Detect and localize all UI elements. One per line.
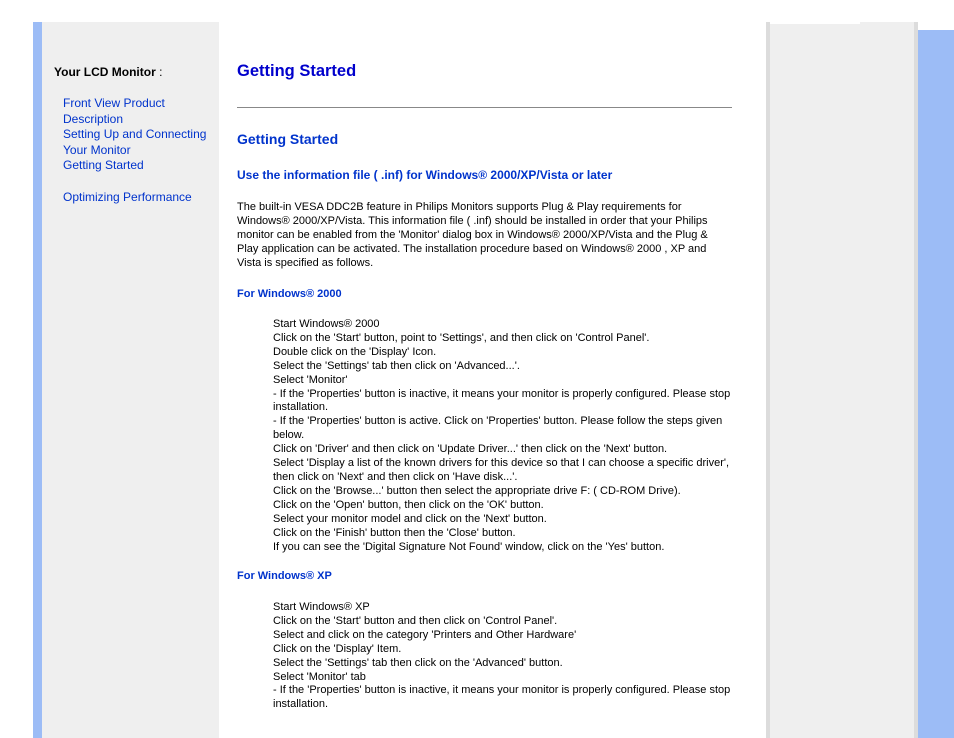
sidebar-heading (54, 65, 162, 79)
step-item: Select and click on the category 'Printers and Other Hardware' (273, 628, 577, 641)
nav-spacer (63, 174, 219, 190)
step-item: Click on the 'Open' button, then click on the 'OK' button. (273, 498, 544, 511)
step-item: If you can see the 'Digital Signature Not Found' window, click on the 'Yes' button. (273, 540, 665, 553)
right-panel (766, 22, 916, 738)
nav-link-front-view[interactable]: Front View Product Description (63, 96, 165, 126)
right-accent-notch (918, 22, 954, 30)
windows-2000-steps (273, 318, 738, 554)
left-accent-bar (33, 22, 42, 738)
step-item: Click on 'Driver' and then click on 'Update Driver...' then click on the 'Next' button. (273, 443, 668, 456)
sidebar-heading-label: Your LCD Monitor (54, 65, 156, 79)
section-title: Getting Started (237, 131, 339, 147)
right-panel-top-strip (770, 22, 860, 24)
step-item: - If the 'Properties' button is active. Click on 'Properties' button. Please follow the steps given below. (273, 415, 723, 442)
nav-link-setting-up[interactable]: Setting Up and Connecting Your Monitor (63, 127, 207, 157)
step-item: - If the 'Properties' button is inactive, it means your monitor is properly configured. Please stop installation. (273, 684, 731, 711)
horizontal-rule (237, 107, 732, 108)
step-item: Select the 'Settings' tab then click on 'Advanced...'. (273, 359, 520, 372)
sidebar (42, 22, 219, 738)
nav-link-optimizing[interactable]: Optimizing Performance (63, 189, 192, 204)
sidebar-heading-colon: : (155, 65, 163, 79)
step-item: Click on the 'Start' button and then click on 'Control Panel'. (273, 614, 558, 627)
step-item: - If the 'Properties' button is inactive, it means your monitor is properly configured. Please stop installation. (273, 387, 731, 414)
nav-link-getting-started[interactable]: Getting Started (63, 158, 144, 173)
sidebar-nav (63, 96, 219, 205)
step-item: Select the 'Settings' tab then click on the 'Advanced' button. (273, 656, 563, 669)
intro-paragraph: The built-in VESA DDC2B feature in Philips Monitors supports Plug & Play requirements for Windows® 2000/XP/Vista. This information file ( .inf) should be installed in order that your Philips monitor can be enabled from the 'Monitor' dialog box in Windows® 2000/XP/Vista and the Plug & Play application can be activated. The installation procedure based on Windows® 2000 , XP and Vista is specified as follows. (237, 201, 708, 269)
step-item: Start Windows® 2000 (273, 318, 380, 330)
inf-file-heading: Use the information file ( .inf) for Windows® 2000/XP/Vista or later (237, 168, 613, 182)
step-item: Click on the 'Browse...' button then select the appropriate drive F: ( CD-ROM Drive). (273, 484, 681, 497)
windows-xp-steps (273, 601, 738, 712)
windows-2000-heading: For Windows® 2000 (237, 288, 342, 300)
step-item: Double click on the 'Display' Icon. (273, 345, 437, 358)
step-item: Select 'Display a list of the known drivers for this device so that I can choose a specific driver', then click on 'Next' and then click on 'Have disk...'. (273, 457, 730, 483)
step-item: Start Windows® XP (273, 601, 370, 613)
step-item: Click on the 'Display' Item. (273, 642, 402, 655)
step-item: Click on the 'Start' button, point to 'Settings', and then click on 'Control Panel'. (273, 331, 650, 344)
step-item: Select 'Monitor' tab (273, 670, 366, 683)
page-title: Getting Started (237, 62, 357, 80)
step-item: Click on the 'Finish' button then the 'Close' button. (273, 526, 516, 539)
right-accent-bar (918, 22, 954, 738)
windows-xp-heading: For Windows® XP (237, 570, 332, 582)
step-item: Select 'Monitor' (273, 373, 348, 386)
step-item: Select your monitor model and click on the 'Next' button. (273, 512, 547, 525)
